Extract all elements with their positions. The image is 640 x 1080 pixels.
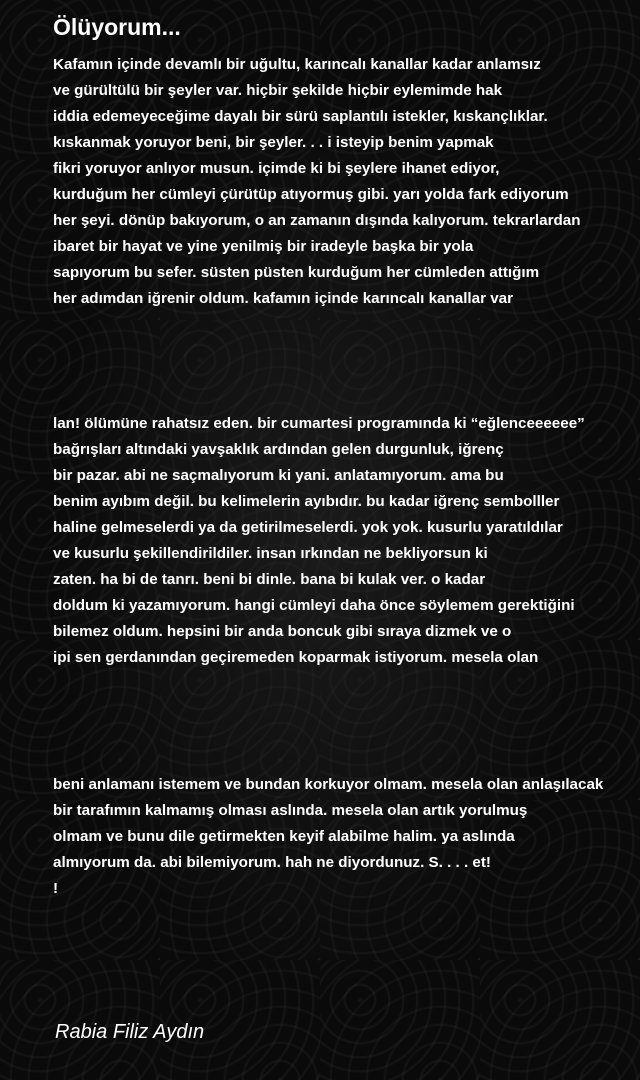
- poem-line: benim ayıbım değil. bu kelimelerin ayıbıdır. bu kadar iğrenç sembolller: [53, 493, 560, 510]
- poem-line: ve gürültülü bir şeyler var. hiçbir şekilde hiçbir eylemimde hak: [53, 82, 503, 99]
- stanza-3: [53, 772, 640, 902]
- poem-line: bilemez oldum. hepsini bir anda boncuk gibi sıraya dizmek ve o: [53, 623, 512, 640]
- poem-line: fikri yoruyor anlıyor musun. içimde ki bi şeylere ihanet ediyor,: [53, 160, 500, 177]
- poem-line: ibaret bir hayat ve yine yenilmiş bir iradeyle başka bir yola: [53, 238, 474, 255]
- poem-line: bir pazar. abi ne saçmalıyorum ki yani. anlatamıyorum. ama bu: [53, 467, 504, 484]
- poem-line: doldum ki yazamıyorum. hangi cümleyi daha önce söylemem gerektiğini: [53, 597, 575, 614]
- poem-line: !: [53, 880, 59, 897]
- poem-line: almıyorum da. abi bilemiyorum. hah ne diyordunuz. S. . . . et!: [53, 854, 491, 871]
- poem-line: ipi sen gerdanından geçiremeden koparmak istiyorum. mesela olan: [53, 649, 539, 666]
- poem-line: iddia edemeyeceğime dayalı bir sürü saplantılı istekler, kıskançlıklar.: [53, 108, 548, 125]
- poem-line: her şeyi. dönüp bakıyorum, o an zamanın dışında kalıyorum. tekrarlardan: [53, 212, 581, 229]
- poem-line: haline gelmeselerdi ya da getirilmeselerdi. yok yok. kusurlu yaratıldılar: [53, 519, 563, 536]
- poem-line: lan! ölümüne rahatsız eden. bir cumartesi programında ki “eğlenceeeeee”: [53, 415, 585, 432]
- poem-line: zaten. ha bi de tanrı. beni bi dinle. bana bi kulak ver. o kadar: [53, 571, 486, 588]
- poem-line: beni anlamanı istemem ve bundan korkuyor olmam. mesela olan anlaşılacak: [53, 776, 604, 793]
- stanza-1: [53, 52, 640, 312]
- poem-line: sapıyorum bu sefer. süsten püsten kurduğum her cümleden attığım: [53, 264, 540, 281]
- poem-line: kurduğum her cümleyi çürütüp atıyormuş gibi. yarı yolda fark ediyorum: [53, 186, 569, 203]
- poem-line: her adımdan iğrenir oldum. kafamın içinde karıncalı kanallar var: [53, 290, 514, 307]
- poem-author: Rabia Filiz Aydın: [55, 1021, 205, 1043]
- poem-line: bağrışları altındaki yavşaklık ardından gelen durgunluk, iğrenç: [53, 441, 504, 458]
- poem-line: bir tarafımın kalmamış olması aslında. mesela olan artık yorulmuş: [53, 802, 528, 819]
- poem-line: Kafamın içinde devamlı bir uğultu, karıncalı kanallar kadar anlamsız: [53, 56, 541, 73]
- poem-line: olmam ve bunu dile getirmekten keyif alabilme halim. ya aslında: [53, 828, 515, 845]
- poem-line: kıskanmak yoruyor beni, bir şeyler. . . i isteyip benim yapmak: [53, 134, 494, 151]
- poem-title: Ölüyorum...: [53, 14, 181, 40]
- stanza-2: [53, 411, 640, 671]
- poem-line: ve kusurlu şekillendirildiler. insan ırkından ne bekliyorsun ki: [53, 545, 488, 562]
